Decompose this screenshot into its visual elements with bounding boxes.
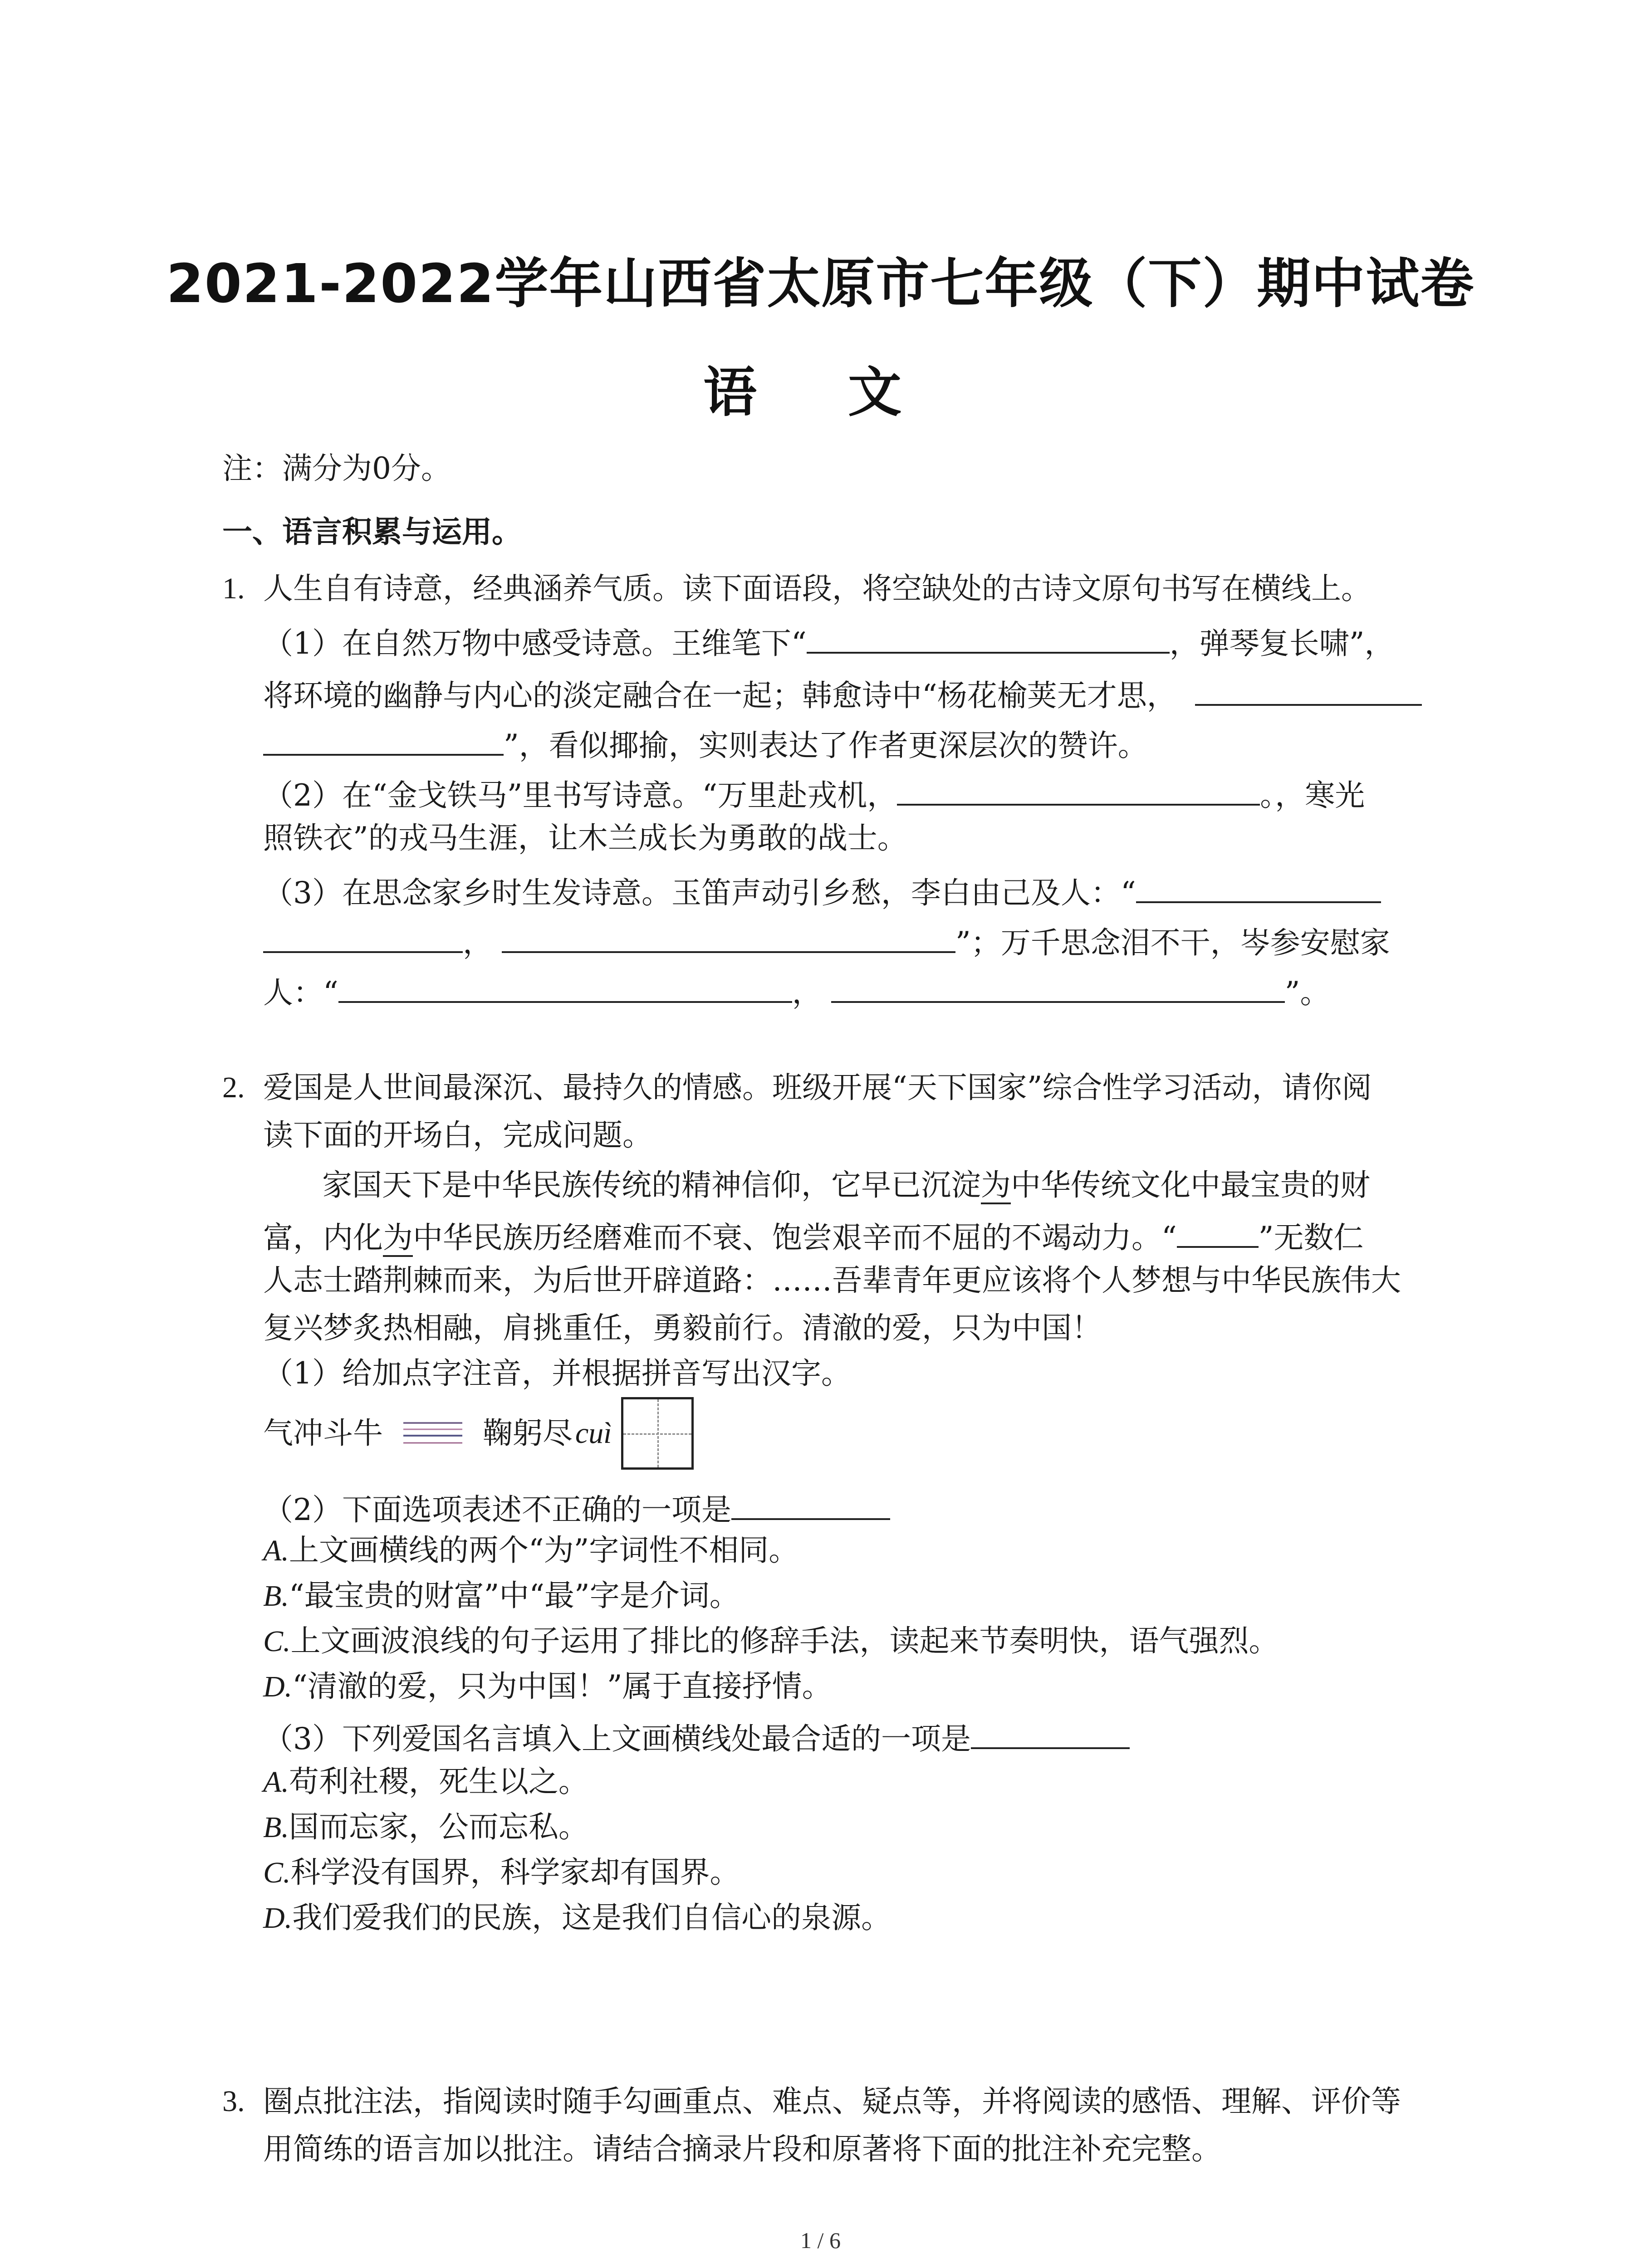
option-letter: C. (263, 1856, 291, 1889)
text: ”，看似揶揄，实则表达了作者更深层次的赞许。 (504, 728, 1148, 763)
question-stem-line2: 读下面的开场白，完成问题。 (263, 1118, 652, 1153)
option-letter: A. (263, 1765, 289, 1799)
option-letter: D. (263, 1670, 293, 1703)
answer-blank[interactable] (831, 973, 1285, 1003)
sub-question-2 (263, 776, 1365, 811)
text: 鞠躬尽 (483, 1416, 573, 1451)
passage-line: 复兴梦炙热相融，肩挑重任，勇毅前行。清澈的爱，只为中国！ (263, 1310, 1102, 1345)
question-stem-line2: 用简练的语言加以批注。请结合摘录片段和原著将下面的批注补充完整。 (263, 2131, 1221, 2166)
text: （3）在思念家乡时生发诗意。玉笛声动引乡愁，李白由己及人：“ (263, 875, 1136, 910)
question-stem: 爱国是人世间最深沉、最持久的情感。班级开展“天下国家”综合性学习活动，请你阅 (263, 1070, 1372, 1105)
passage-line (263, 1218, 1364, 1253)
option[interactable] (263, 1623, 1279, 1658)
question-stem: 人生自有诗意，经典涵养气质。读下面语段，将空缺处的古诗文原句书写在横线上。 (263, 571, 1371, 606)
option-letter: B. (263, 1579, 289, 1613)
sub-question-3-line3 (263, 973, 1330, 1008)
text: ，弹琴复长啸”， (1169, 626, 1395, 661)
option[interactable] (263, 1578, 740, 1613)
option-text: 科学没有国界，科学家却有国界。 (290, 1855, 740, 1890)
answer-blank[interactable] (807, 624, 1170, 654)
question-number: 3. (222, 2085, 245, 2118)
option[interactable] (263, 1900, 892, 1935)
pinyin-row (263, 1397, 694, 1470)
text: （2）在“金戈铁马”里书写诗意。“万里赴戎机， (263, 778, 897, 813)
passage-line: 人志士踏荆棘而来，为后世开辟道路：……吾辈青年更应该将个人梦想与中华民族伟大 (263, 1263, 1401, 1298)
option[interactable] (263, 1857, 740, 1888)
pinyin-answer-image (401, 1418, 465, 1449)
character-writing-box[interactable] (621, 1397, 694, 1470)
sub-question-3-line2 (263, 923, 1390, 958)
option[interactable] (263, 1809, 588, 1844)
question-number: 1. (222, 572, 245, 605)
exam-title: 2021-2022学年山西省太原市七年级（下）期中试卷 (166, 252, 1475, 315)
sub-question-1-line2 (263, 676, 1422, 711)
text: 人：“ (263, 975, 338, 1010)
text: （1）在自然万物中感受诗意。王维笔下“ (263, 626, 807, 661)
text: ”无数仁 (1258, 1220, 1364, 1255)
answer-blank[interactable] (1136, 873, 1381, 903)
sub-question-1-line3 (263, 726, 1148, 761)
answer-blank[interactable] (1177, 1218, 1259, 1248)
text: （3）下列爱国名言填入上文画横线处最合适的一项是 (263, 1721, 971, 1756)
text: 气冲斗牛 (263, 1416, 383, 1451)
answer-blank[interactable] (897, 776, 1260, 806)
text: 将环境的幽静与内心的淡定融合在一起；韩愈诗中“杨花榆荚无才思， (263, 678, 1177, 713)
page-number: 1 / 6 (800, 2228, 841, 2253)
sub-question-3 (263, 1719, 1130, 1754)
option-text: “最宝贵的财富”中“最”字是介词。 (289, 1578, 740, 1613)
answer-blank[interactable] (263, 923, 463, 953)
option-letter: A. (263, 1534, 289, 1567)
sub-question-1: （1）给加点字注音，并根据拼音写出汉字。 (263, 1356, 851, 1391)
text: ”。 (1284, 975, 1330, 1010)
option-letter: B. (263, 1811, 289, 1844)
option-letter: D. (263, 1901, 293, 1935)
text: ”；万千思念泪不干，岑参安慰家 (955, 925, 1390, 960)
option-text: 国而忘家，公而忘私。 (289, 1809, 588, 1844)
option[interactable] (263, 1535, 798, 1566)
text: 。，寒光 (1260, 778, 1365, 813)
question-number: 2. (222, 1071, 245, 1104)
section-heading: 一、语言积累与运用。 (222, 514, 522, 549)
answer-blank[interactable] (971, 1719, 1130, 1749)
text: ， (792, 975, 822, 1010)
sub-question-2-line2: 照铁衣”的戎马生涯，让木兰成长为勇敢的战士。 (263, 821, 907, 855)
option[interactable] (263, 1764, 588, 1799)
answer-blank[interactable] (263, 726, 504, 756)
answer-blank[interactable] (338, 973, 792, 1003)
option-text: “清澈的爱，只为中国！”属于直接抒情。 (292, 1669, 832, 1704)
question-stem: 圈点批注法，指阅读时随手勾画重点、难点、疑点等，并将阅读的感悟、理解、评价等 (263, 2084, 1401, 2119)
score-note: 注：满分为0分。 (222, 451, 451, 486)
text: 家国天下是中华民族传统的精神信仰，它早已沉淀 (322, 1168, 981, 1202)
sub-question-1 (263, 624, 1394, 659)
underlined-char: 为 (981, 1168, 1011, 1204)
answer-blank[interactable] (502, 923, 955, 953)
text: （2）下面选项表述不正确的一项是 (263, 1492, 731, 1527)
underlined-char: 为 (383, 1220, 413, 1257)
text: ， (463, 925, 493, 960)
sub-question-3 (263, 873, 1381, 908)
text: 富，内化 (263, 1220, 383, 1255)
pinyin: cuì (575, 1417, 612, 1450)
passage-line (322, 1170, 1370, 1200)
option-letter: C. (263, 1625, 291, 1658)
option-text: 我们爱我们的民族，这是我们自信心的泉源。 (292, 1900, 892, 1935)
text: 中华传统文化中最宝贵的财 (1011, 1168, 1370, 1202)
subject-title: 语 文 (703, 361, 938, 424)
answer-blank[interactable] (1195, 676, 1422, 706)
option-text: 苟利社稷，死生以之。 (289, 1764, 588, 1799)
option[interactable] (263, 1669, 832, 1704)
option-text: 上文画波浪线的句子运用了排比的修辞手法，读起来节奏明快，语气强烈。 (290, 1623, 1279, 1658)
answer-blank[interactable] (731, 1490, 890, 1520)
option-text: 上文画横线的两个“为”字词性不相同。 (289, 1533, 799, 1568)
sub-question-2 (263, 1490, 890, 1525)
text: 中华民族历经磨难而不衰、饱尝艰辛而不屈的不竭动力。“ (413, 1220, 1177, 1255)
